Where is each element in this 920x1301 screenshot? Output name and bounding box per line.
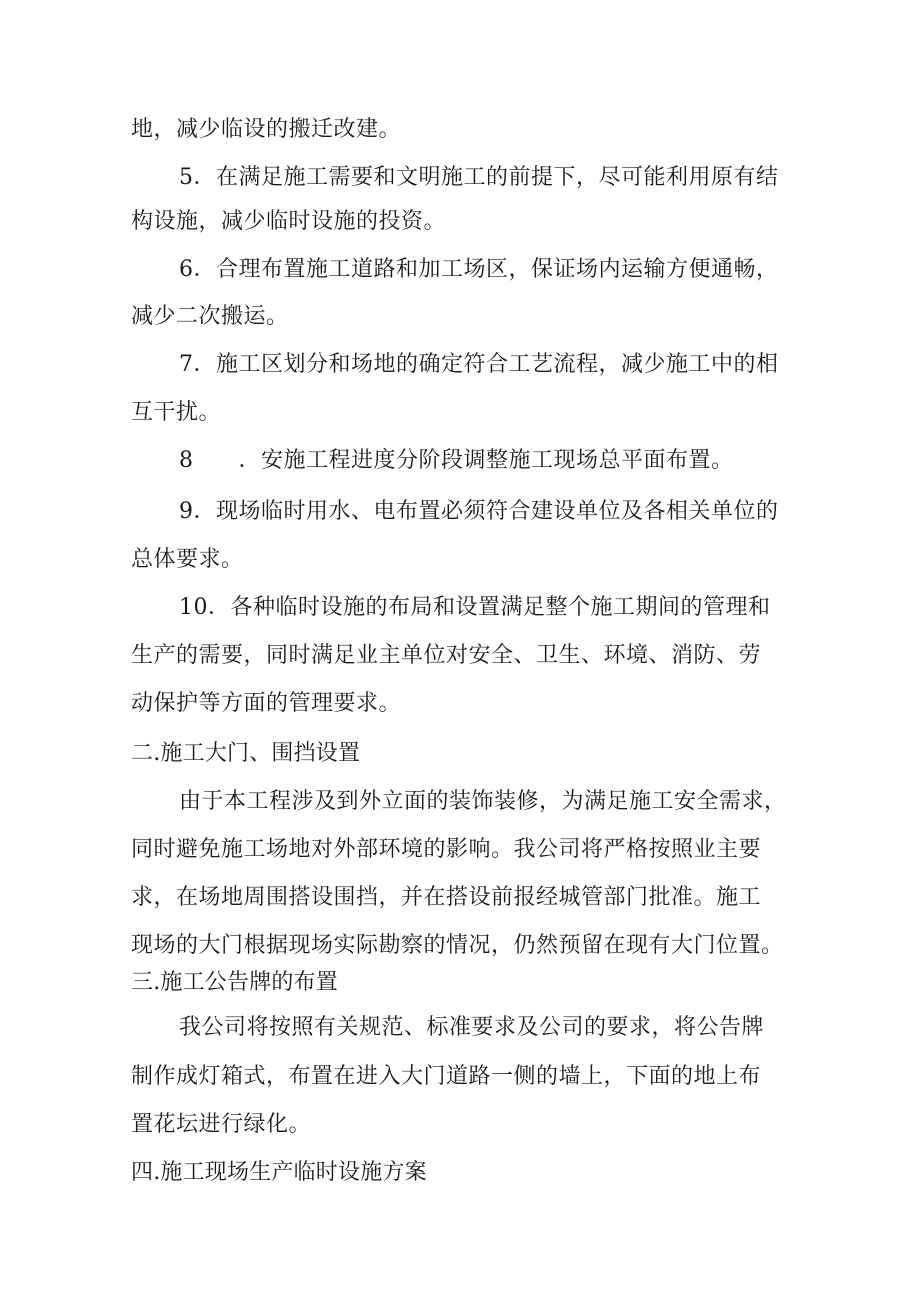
section-3-paragraph-line-2: 制作成灯箱式，布置在进入大门道路一侧的墙上，下面的地上布	[131, 1064, 762, 1089]
section-heading-4: 四.施工现场生产临时设施方案	[131, 1160, 427, 1185]
section-2-paragraph-line-1: 由于本工程涉及到外立面的装饰装修，为满足施工安全需求，	[179, 789, 787, 814]
list-item-5-line-2: 构设施，减少临时设施的投资。	[131, 209, 447, 234]
text-line-1: 地，减少临设的搬迁改建。	[131, 117, 402, 142]
list-item-7-line-1: 7．施工区划分和场地的确定符合工艺流程，减少施工中的相	[179, 352, 779, 377]
list-item-8: 8 ．安施工程进度分阶段调整施工现场总平面布置。	[179, 448, 734, 473]
list-item-9-line-2: 总体要求。	[131, 547, 244, 572]
list-item-6-line-1: 6．合理布置施工道路和加工场区，保证场内运输方便通畅，	[179, 257, 779, 282]
list-item-7-line-2: 互干扰。	[131, 400, 222, 425]
section-3-paragraph-line-3: 置花坛进行绿化。	[131, 1112, 312, 1137]
section-2-paragraph-line-2: 同时避免施工场地对外部环境的影响。我公司将严格按照业主要	[131, 837, 762, 862]
section-2-paragraph-line-4: 现场的大门根据现场实际勘察的情况，仍然预留在现有大门位置。	[131, 933, 784, 958]
list-item-10-line-3: 动保护等方面的管理要求。	[131, 691, 402, 716]
list-item-10-line-1: 10．各种临时设施的布局和设置满足整个施工期间的管理和	[179, 595, 771, 620]
list-item-5-line-1: 5．在满足施工需要和文明施工的前提下，尽可能利用原有结	[179, 165, 779, 190]
list-item-9-line-1: 9．现场临时用水、电布置必须符合建设单位及各相关单位的	[179, 499, 779, 524]
section-heading-2: 二.施工大门、围挡设置	[131, 741, 361, 766]
list-item-10-line-2: 生产的需要，同时满足业主单位对安全、卫生、环境、消防、劳	[131, 643, 762, 668]
section-heading-3: 三.施工公告牌的布置	[131, 970, 338, 995]
section-3-paragraph-line-1: 我公司将按照有关规范、标准要求及公司的要求，将公告牌	[179, 1015, 765, 1040]
list-item-6-line-2: 减少二次搬运。	[131, 304, 289, 329]
section-2-paragraph-line-3: 求，在场地周围搭设围挡，并在搭设前报经城管部门批准。施工	[131, 885, 762, 910]
